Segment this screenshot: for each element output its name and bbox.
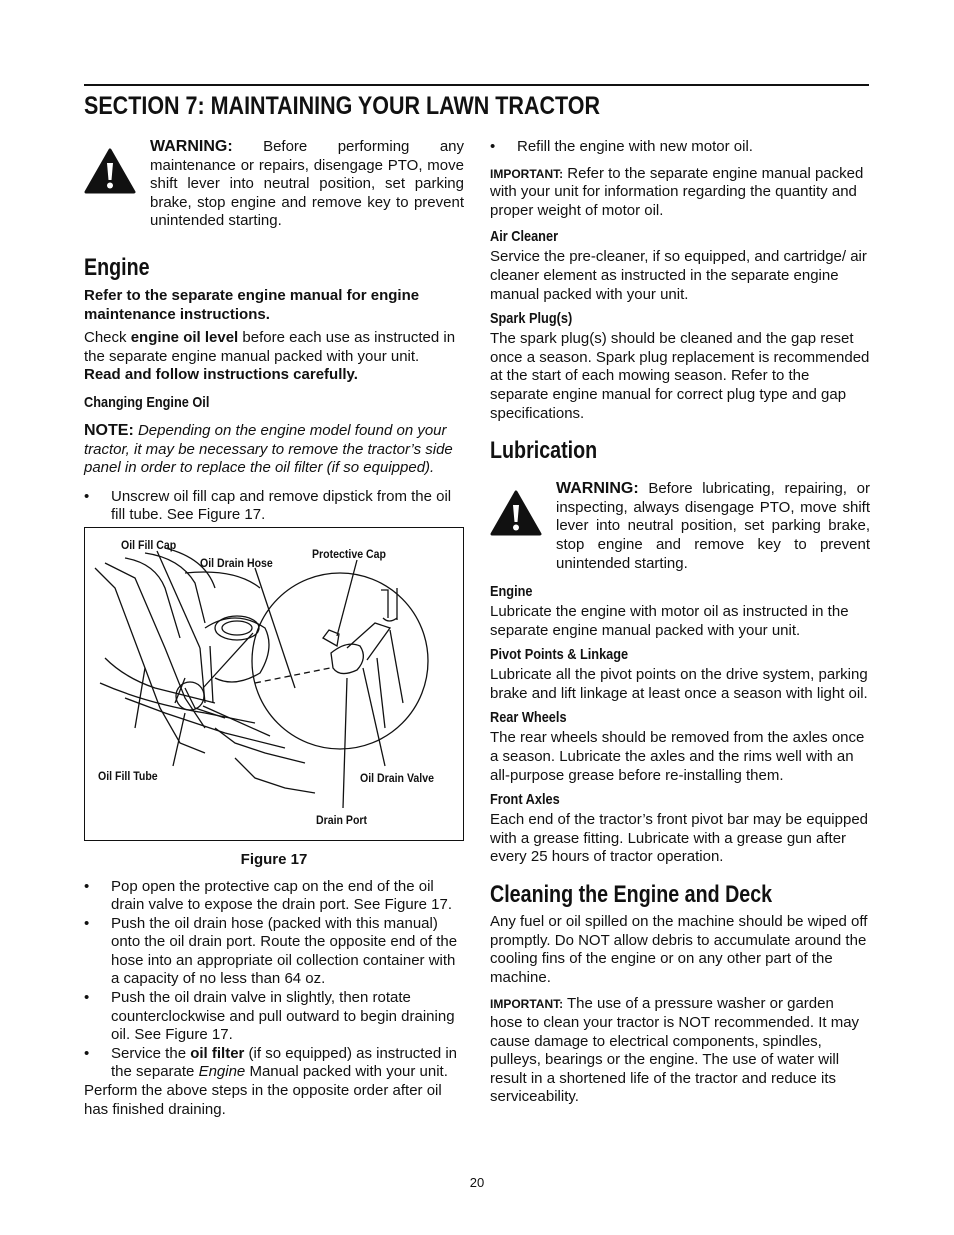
check-bold: engine oil level [130,329,239,347]
list-item: • Unscrew oil fill cap and remove dipstick from the oil fill tube. See Figure 17. [84,488,464,525]
important-label: IMPORTANT: [490,997,564,1012]
warning-text-2 [556,480,870,573]
warning-block-2 [490,480,870,573]
cleaning-heading: Cleaning the Engine and Deck [490,881,773,909]
engine-refer: Refer to the separate engine manual for engine maintenance instructions. [84,286,420,323]
engine-lube-heading: Engine [490,583,533,601]
page-number: 20 [469,1175,485,1190]
top-rule [84,84,869,86]
figure-illustration [85,528,463,840]
engine-lube-text: Lubricate the engine with motor oil as instructed in the separate engine manual packed with your unit. [490,603,849,639]
spark-plug-text: The spark plug(s) should be cleaned and the gap reset once a season. Spark plug replacement is recommended at the start of each mowing season. Refer to the separate engine manual for correct plug type and gap specifications. [490,330,870,422]
label-oil-drain-valve: Oil Drain Valve [360,770,434,785]
air-cleaner-heading: Air Cleaner [490,228,559,246]
right-column [490,138,870,1107]
warning-label: WARNING: [556,480,639,498]
spark-plug-heading: Spark Plug(s) [490,310,573,328]
list-item: • Refill the engine with new motor oil. [490,138,870,157]
check-post: before each use as instructed in the separate engine manual packed with your unit. [84,329,456,365]
list-item: • Push the oil drain hose (packed with this manual) onto the oil drain port. Route the opposite end of the hose into an appropriate oil collection container with a capacity of no less than 64 oz. [84,915,464,989]
filter-mid: (if so equipped) as instructed in the separate [111,1044,458,1081]
filter-pre: Service the [111,1044,191,1062]
label-oil-fill-cap: Oil Fill Cap [121,537,177,552]
left-column [84,138,464,1119]
note-paragraph [84,422,464,478]
warning-label: WARNING: [150,138,233,155]
warning-body: Before lubricating, repairing, or inspecting, always disengage PTO, move shift lever into neutral position, set parking brake, stop engine and remove key to prevent unintended starting. [556,480,870,572]
check-pre: Check [84,329,131,347]
lubrication-heading: Lubrication [490,437,598,465]
filter-post: Manual packed with your unit. [245,1063,448,1081]
note-label: NOTE: [84,421,134,439]
label-drain-port: Drain Port [316,812,368,827]
warning-body: Before performing any maintenance or repairs, disengage PTO, move shift lever into neutral position, set parking brake, stop engine and remove key to prevent unintended starting. [150,138,464,230]
front-axles-text: Each end of the tractor’s front pivot bar may be equipped with a grease fitting. Lubricate with a grease gun after every 25 hours of tractor operation. [490,811,869,866]
front-axles-heading: Front Axles [490,791,560,809]
note-text: Depending on the engine model found on your tractor, it may be necessary to remove the tractor’s side panel in order to replace the oil filter (if so equipped). [84,421,453,477]
filter-bold: oil filter [190,1044,245,1062]
important-text: The use of a pressure washer or garden hose to clean your tractor is NOT recommended. It may cause damage to electrical components, spindles, pulleys, bearings or the engine. The use of water will result in a shortened life of the tractor and reduce its serviceability. [490,995,860,1106]
pivot-heading: Pivot Points & Linkage [490,646,629,664]
bullet-list-refill [490,138,870,157]
important-1 [490,165,870,221]
important-2 [490,995,870,1107]
changing-oil-heading: Changing Engine Oil [84,393,210,411]
figure-caption: Figure 17 [240,850,308,868]
warning-triangle-icon [490,480,556,573]
important-text: Refer to the separate engine manual packed with your unit for information regarding the quantity and proper weight of motor oil. [490,164,864,219]
read-follow: Read and follow instructions carefully. [84,366,358,384]
warning-triangle-icon [84,138,150,231]
section-title: SECTION 7: MAINTAINING YOUR LAWN TRACTOR [84,92,600,120]
list-item [84,1045,464,1082]
filter-italic: Engine [198,1063,246,1081]
check-oil-text [84,329,464,385]
important-label: IMPORTANT: [490,166,564,181]
rear-wheels-text: The rear wheels should be removed from the axles once a season. Lubricate the axles and the rims well with an all-purpose grease before re-installing them. [490,729,865,784]
cleaning-text: Any fuel or oil spilled on the machine should be wiped off promptly. Do NOT allow debris to accumulate around the cooling fins of the engine or on any other part of the machine. [490,913,868,986]
figure-17 [84,527,464,841]
rear-wheels-heading: Rear Wheels [490,709,567,727]
pivot-text: Lubricate all the pivot points on the drive system, parking brake and lift linkage at least once a season with light oil. [490,666,868,702]
label-oil-drain-hose: Oil Drain Hose [200,555,273,570]
perform-paragraph: Perform the above steps in the opposite order after oil has finished draining. [84,1082,442,1118]
warning-block [84,138,464,231]
label-protective-cap: Protective Cap [312,546,386,561]
label-oil-fill-tube: Oil Fill Tube [98,768,158,783]
list-item: • Push the oil drain valve in slightly, then rotate counterclockwise and pull outward to begin draining oil. See Figure 17. [84,989,464,1045]
list-item: • Pop open the protective cap on the end of the oil drain valve to expose the drain port. See Figure 17. [84,878,464,915]
bullet-list-2 [84,878,464,1083]
warning-text [150,138,464,231]
engine-heading: Engine [84,253,150,281]
air-cleaner-text: Service the pre-cleaner, if so equipped, and cartridge/ air cleaner element as instructed in the separate engine manual packed with your unit. [490,248,867,303]
bullet-list-1 [84,488,464,525]
